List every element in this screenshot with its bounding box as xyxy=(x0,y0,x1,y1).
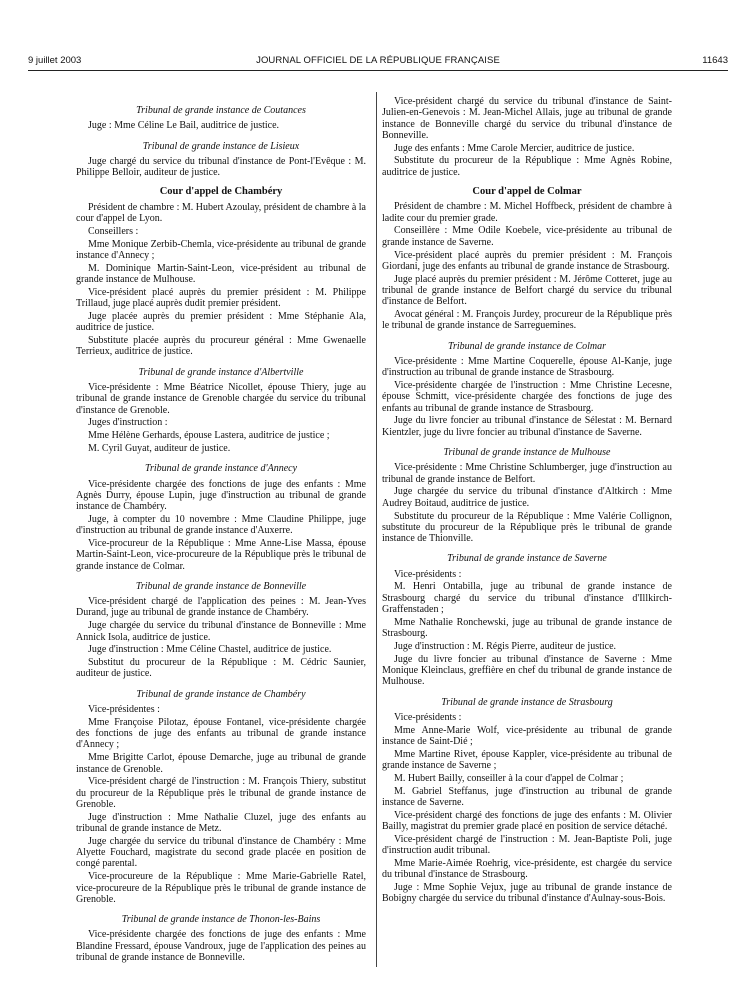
appointment-entry: Juge chargée du service du tribunal d'instance de Bonneville : Mme Annick Isola, auditrice de justice. xyxy=(76,620,366,643)
court-heading: Cour d'appel de Colmar xyxy=(472,186,582,198)
appointment-entry: M. Cyril Guyat, auditeur de justice. xyxy=(88,442,231,454)
appointment-entry: Président de chambre : M. Michel Hoffbeck, président de chambre à ladite cour du premier grade. xyxy=(382,201,672,224)
appointment-entry: Juge chargé du service du tribunal d'instance de Pont-l'Evêque : M. Philippe Belloir, auditeur de justice. xyxy=(76,155,366,179)
appointment-entry: Mme Monique Zerbib-Chemla, vice-présidente au tribunal de grande instance d'Annecy ; xyxy=(76,238,366,261)
tribunal-heading: Tribunal de grande instance d'Albertville xyxy=(138,366,304,378)
appointment-entry: Conseillers : xyxy=(88,225,139,237)
section-cour-d-appel-de-chambery xyxy=(76,186,366,357)
section-tribunal-de-grande-instance-d-annecy xyxy=(76,463,366,572)
appointment-entry: Président de chambre : M. Hubert Azoulay, président de chambre à la cour d'appel de Lyon. xyxy=(76,201,366,225)
section-continuation xyxy=(382,96,672,178)
section-cour-d-appel-de-colmar xyxy=(382,186,672,332)
tribunal-heading: Tribunal de grande instance de Saverne xyxy=(447,553,607,565)
appointment-entry: Mme Anne-Marie Wolf, vice-présidente au tribunal de grande instance de Saint-Dié ; xyxy=(382,724,672,748)
appointment-entry: Mme Nathalie Ronchewski, juge au tribunal de grande instance de Strasbourg. xyxy=(382,616,672,640)
appointment-entry: Juge du livre foncier au tribunal d'instance de Saverne : Mme Monique Kleinclaus, greffière en chef du tribunal de grande instance de Mulhouse. xyxy=(382,653,672,688)
court-heading: Cour d'appel de Chambéry xyxy=(159,186,283,198)
section-tribunal-de-grande-instance-de-strasbourg xyxy=(382,697,672,905)
appointment-entry: Conseillère : Mme Odile Koebele, vice-présidente au tribunal de grande instance de Saverne. xyxy=(382,225,672,248)
appointment-entry: Juge d'instruction : Mme Nathalie Cluzel, juge des enfants au tribunal de grande instance de Metz. xyxy=(76,811,366,835)
appointment-entry: M. Henri Ontabilla, juge au tribunal de grande instance de Strasbourg chargé du service du tribunal d'instance d'Illkirch-Graffenstaden ; xyxy=(382,581,672,616)
appointment-entry: M. Dominique Martin-Saint-Leon, vice-président au tribunal de grande instance de Mulhouse. xyxy=(76,262,366,286)
appointment-entry: Substitute du procureur de la République : Mme Agnès Robine, auditrice de justice. xyxy=(382,155,672,178)
right-column xyxy=(382,96,672,906)
appointment-entry: Mme Hélène Gerhards, épouse Lastera, auditrice de justice ; xyxy=(88,430,330,442)
appointment-entry: M. Hubert Bailly, conseiller à la cour d'appel de Colmar ; xyxy=(394,772,624,784)
appointment-entry: Vice-président placé auprès du premier président : M. François Giordani, juge des enfants au tribunal de grande instance de Strasbourg. xyxy=(382,249,672,272)
section-tribunal-de-grande-instance-de-mulhouse xyxy=(382,447,672,544)
appointment-entry: Juge chargée du service du tribunal d'instance d'Altkirch : Mme Audrey Boitaud, auditrice de justice. xyxy=(382,486,672,509)
appointment-entry: Vice-présidente chargée des fonctions de juge des enfants : Mme Blandine Fressard, épouse Vandroux, juge de l'application des peines au tribunal de grande instance de Bonneville. xyxy=(76,929,366,963)
appointment-entry: Substitute du procureur de la République : Mme Valérie Collignon, substitute du procureur de la République près le tribunal de grande instance de Thionville. xyxy=(382,510,672,545)
tribunal-heading: Tribunal de grande instance de Strasbourg xyxy=(441,696,613,708)
tribunal-heading: Tribunal de grande instance de Mulhouse xyxy=(443,447,611,459)
appointment-entry: Juges d'instruction : xyxy=(88,417,168,429)
section-tribunal-de-grande-instance-de-bonneville xyxy=(76,581,366,680)
tribunal-heading: Tribunal de grande instance de Lisieux xyxy=(142,140,300,152)
section-tribunal-de-grande-instance-de-saverne xyxy=(382,553,672,687)
left-column xyxy=(76,96,366,965)
tribunal-heading: Tribunal de grande instance de Colmar xyxy=(447,340,607,352)
section-tribunal-de-grande-instance-de-colmar xyxy=(382,341,672,438)
appointment-entry: Vice-président chargé de l'instruction : M. François Thiery, substitut du procureur de la République près le tribunal de grande instance de Grenoble. xyxy=(76,776,366,810)
appointment-entry: Avocat général : M. François Jurdey, procureur de la République près le tribunal de grande instance de Sarreguemines. xyxy=(382,309,672,332)
tribunal-heading: Tribunal de grande instance de Thonon-les-Bains xyxy=(121,914,321,926)
appointment-entry: Mme Marie-Aimée Roehrig, vice-présidente, est chargée du service du tribunal d'instance de Strasbourg. xyxy=(382,858,672,881)
appointment-entry: Mme Françoise Pilotaz, épouse Fontanel, vice-présidente chargée des fonctions de juge des enfants au tribunal de grande instance d'Annecy ; xyxy=(76,716,366,751)
appointment-entry: Vice-président chargé de l'application des peines : M. Jean-Yves Durand, juge au tribunal de grande instance de Chambéry. xyxy=(76,596,366,619)
appointment-entry: Juge : Mme Céline Le Bail, auditrice de justice. xyxy=(88,120,280,132)
appointment-entry: Substitut du procureur de la République : M. Cédric Saunier, auditeur de justice. xyxy=(76,657,366,680)
section-tribunal-de-grande-instance-de-thonon-les-bains xyxy=(76,914,366,963)
page-number: 11643 xyxy=(702,55,728,66)
appointment-entry: Vice-président placé auprès du premier président : M. Philippe Trillaud, juge placé auprès dudit premier président. xyxy=(76,286,366,310)
issue-date: 9 juillet 2003 xyxy=(28,55,82,66)
appointment-entry: Vice-président chargé de l'instruction : M. Jean-Baptiste Poli, juge d'instruction audit tribunal. xyxy=(382,833,672,857)
tribunal-heading: Tribunal de grande instance de Chambéry xyxy=(136,688,306,700)
appointment-entry: Juge des enfants : Mme Carole Mercier, auditrice de justice. xyxy=(394,142,635,154)
column-divider xyxy=(376,92,377,967)
journal-title: JOURNAL OFFICIEL DE LA RÉPUBLIQUE FRANÇAISE xyxy=(256,55,500,66)
appointment-entry: Vice-présidente : Mme Béatrice Nicollet, épouse Thiery, juge au tribunal de grande instance de Grenoble chargée du service du tribunal d'instance de Grenoble. xyxy=(76,381,366,416)
appointment-entry: Vice-présidente chargée des fonctions de juge des enfants : Mme Agnès Durry, épouse Lupin, juge d'instruction au tribunal de grande instance de Chambéry. xyxy=(76,478,366,513)
appointment-entry: Vice-président chargé des fonctions de juge des enfants : M. Olivier Bailly, magistrat du premier grade placé en position de service détaché. xyxy=(382,809,672,833)
appointment-entry: Vice-présidente : Mme Christine Schlumberger, juge d'instruction au tribunal de grande instance de Belfort. xyxy=(382,462,672,485)
appointment-entry: Vice-présidents : xyxy=(394,568,462,580)
appointment-entry: Vice-présidents : xyxy=(394,711,462,723)
appointment-entry: Juge, à compter du 10 novembre : Mme Claudine Philippe, juge d'instruction au tribunal de grande instance d'Auxerre. xyxy=(76,513,366,537)
appointment-entry: Juge chargée du service du tribunal d'instance de Chambéry : Mme Alyette Fouchard, magistrate du second grade placée en position de congé parental. xyxy=(76,835,366,870)
page-header xyxy=(28,55,728,69)
appointment-entry: Juge : Mme Sophie Vejux, juge au tribunal de grande instance de Bobigny chargée du service du tribunal d'instance d'Aulnay-sous-Bois. xyxy=(382,882,672,905)
appointment-entry: Juge placé auprès du premier président : M. Jérôme Cotteret, juge au tribunal de grande instance de Belfort chargé du service du tribunal d'instance de Belfort. xyxy=(382,273,672,308)
appointment-entry: Juge placée auprès du premier président : Mme Stéphanie Ala, auditrice de justice. xyxy=(76,310,366,334)
appointment-entry: Vice-procureure de la République : Mme Marie-Gabrielle Ratel, vice-procureure de la République près le tribunal de grande instance de Grenoble. xyxy=(76,871,366,905)
section-tribunal-de-grande-instance-de-lisieux xyxy=(76,141,366,179)
tribunal-heading: Tribunal de grande instance de Coutances xyxy=(136,105,306,116)
appointment-entry: Substitute placée auprès du procureur général : Mme Gwenaelle Terrieux, auditrice de justice. xyxy=(76,335,366,358)
appointment-entry: Mme Brigitte Carlot, épouse Demarche, juge au tribunal de grande instance de Grenoble. xyxy=(76,752,366,775)
header-rule xyxy=(28,70,728,71)
section-tribunal-de-grande-instance-de-chambery xyxy=(76,689,366,905)
tribunal-heading: Tribunal de grande instance de Bonneville xyxy=(135,580,307,592)
tribunal-heading: Tribunal de grande instance d'Annecy xyxy=(144,463,298,475)
appointment-entry: Mme Martine Rivet, épouse Kappler, vice-présidente au tribunal de grande instance de Saverne ; xyxy=(382,748,672,772)
appointment-entry: Vice-présidentes : xyxy=(88,704,160,716)
appointment-entry: Juge du livre foncier au tribunal d'instance de Sélestat : M. Bernard Kientzler, juge du livre foncier au tribunal d'instance de Saverne. xyxy=(382,415,672,438)
appointment-entry: Juge d'instruction : Mme Céline Chastel, auditrice de justice. xyxy=(88,644,332,656)
appointment-entry: Vice-président chargé du service du tribunal d'instance de Saint-Julien-en-Genevois : M. Jean-Michel Allais, juge au tribunal de grande instance de Bonneville chargé du service du tribunal d'instance de Bonneville. xyxy=(382,96,672,141)
appointment-entry: Vice-présidente chargée de l'instruction : Mme Christine Lecesne, épouse Schmitt, vice-présidente chargée des fonctions de juge des enfants au tribunal de grande instance de Strasbourg. xyxy=(382,380,672,414)
appointment-entry: Vice-présidente : Mme Martine Coquerelle, épouse Al-Kanje, juge d'instruction au tribunal de grande instance de Strasbourg. xyxy=(382,355,672,379)
appointment-entry: M. Gabriel Steffanus, juge d'instruction au tribunal de grande instance de Saverne. xyxy=(382,785,672,809)
appointment-entry: Vice-procureur de la République : Mme Anne-Lise Massa, épouse Martin-Saint-Leon, vice-procureure de la République près le tribunal de grande instance de Colmar. xyxy=(76,538,366,572)
appointment-entry: Juge d'instruction : M. Régis Pierre, auditeur de justice. xyxy=(394,640,617,652)
section-tribunal-de-grande-instance-d-albertville xyxy=(76,367,366,455)
section-tribunal-de-grande-instance-de-coutances xyxy=(76,105,366,132)
